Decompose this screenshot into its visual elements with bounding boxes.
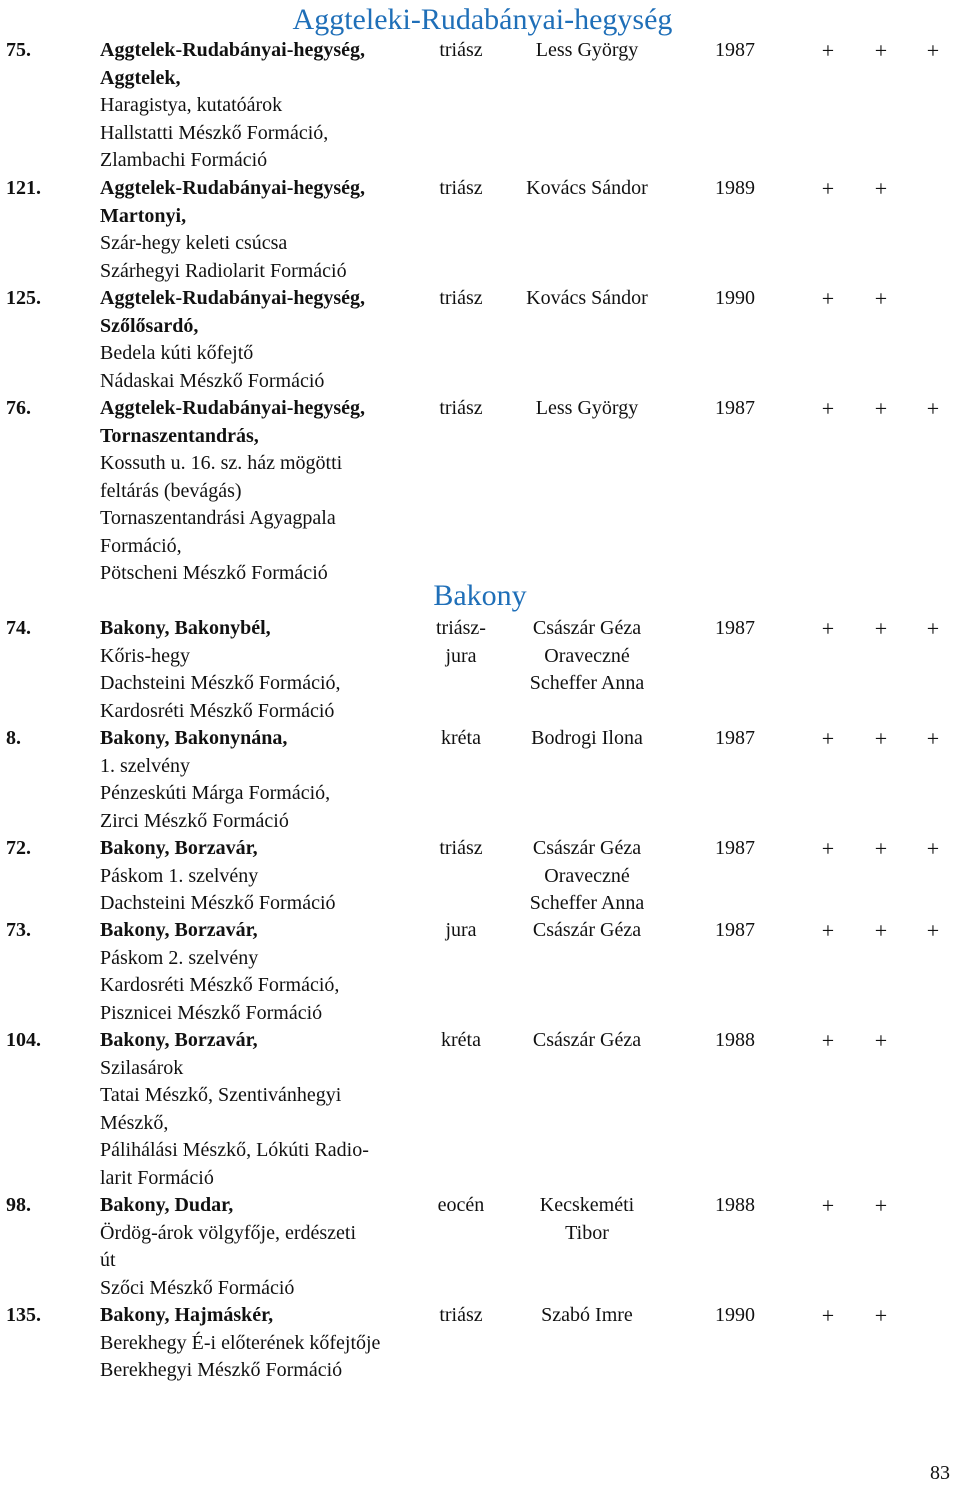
year: 1987 [715,919,755,941]
locality-line: 1. szelvény [100,754,190,777]
rating-mark: + [821,396,835,421]
author [497,395,677,423]
rating-mark: + [821,1028,835,1053]
entry-number: 125. [6,287,41,309]
age-line: triász [439,1304,483,1326]
locality-line: larit Formáció [100,1166,214,1189]
entry-number: 73. [6,919,31,941]
locality-line: Páskom 1. szelvény [100,864,259,887]
entry-number: 121. [6,177,41,199]
author [497,175,677,203]
age-line: triász- [436,617,486,639]
author-line: Császár Géza [532,1029,642,1051]
locality-line: Bakony, Dudar, [100,1194,234,1216]
locality-line: Nádaskai Mészkő Formáció [100,369,325,392]
author-line: Less György [535,397,639,419]
locality-line: Szőlősardó, [100,314,199,337]
locality-line: Zirci Mészkő Formáció [100,809,289,832]
rating-mark: + [821,176,835,201]
year: 1989 [715,177,755,199]
rating-mark: + [874,396,888,421]
entry-number: 76. [6,397,31,419]
locality-line: út [100,1249,116,1271]
age-line: triász [439,397,483,419]
rating-mark: + [926,726,940,751]
author [497,917,677,945]
author [497,285,677,313]
rating-mark: + [926,836,940,861]
author [497,37,677,65]
rating-mark: + [874,726,888,751]
locality-line: Haragistya, kutatóárok [100,94,283,116]
locality-line: Aggtelek, [100,66,181,89]
year: 1987 [715,617,755,639]
author-line: Scheffer Anna [529,892,645,914]
age-line: eocén [437,1194,485,1216]
year: 1987 [715,39,755,61]
year: 1987 [715,727,755,749]
entry-number: 72. [6,837,31,859]
locality-line: Szárhegyi Radiolarit Formáció [100,259,347,282]
age-line: jura [445,919,477,941]
locality-line: Kardosréti Mészkő Formáció [100,699,335,722]
section-title: Bakony [433,579,527,612]
rating-mark: + [874,176,888,201]
locality-description [100,917,420,1027]
rating-mark: + [874,616,888,641]
year: 1988 [715,1029,755,1051]
locality-line: Aggtelek-Rudabányai-hegység, [100,39,366,61]
locality-description [100,725,420,835]
author-line: Less György [535,39,639,61]
author [497,1192,677,1247]
locality-line: Bakony, Hajmáskér, [100,1304,274,1326]
locality-line: Pálihálási Mészkő, Lókúti Radio- [100,1139,369,1161]
locality-line: Ördög-árok völgyfője, erdészeti [100,1221,357,1244]
author-line: Kecskeméti [539,1194,635,1216]
year: 1990 [715,1304,755,1326]
year: 1988 [715,1194,755,1216]
locality-line: Aggtelek-Rudabányai-hegység, [100,397,366,419]
author-line: Bodrogi Ilona [531,727,643,749]
rating-mark: + [821,726,835,751]
locality-line: Dachsteini Mészkő Formáció, [100,672,341,694]
author [497,835,677,918]
entry-number: 8. [6,727,21,749]
rating-mark: + [821,1193,835,1218]
author [497,615,677,698]
locality-line: feltárás (bevágás) [100,479,242,502]
locality-line: Formáció, [100,534,182,557]
rating-mark: + [926,616,940,641]
locality-line: Szilasárok [100,1056,184,1079]
author-line: Kovács Sándor [526,177,648,199]
rating-mark: + [821,38,835,63]
locality-line: Szőci Mészkő Formáció [100,1276,295,1299]
locality-line: Bedela kúti kőfejtő [100,342,254,364]
rating-mark: + [821,918,835,943]
rating-mark: + [926,38,940,63]
author-line: Császár Géza [532,837,642,859]
locality-line: Mészkő, [100,1111,169,1134]
locality-description [100,615,420,725]
rating-mark: + [821,286,835,311]
author [497,1027,677,1055]
locality-description [100,37,420,175]
rating-mark: + [874,286,888,311]
locality-line: Kossuth u. 16. sz. ház mögötti [100,452,343,474]
page-number: 83 [930,1462,950,1484]
rating-mark: + [874,38,888,63]
locality-description [100,1192,420,1302]
locality-line: Tornaszentandrás, [100,424,259,447]
locality-line: Bakony, Bakonybél, [100,617,271,639]
age-line: kréta [441,727,481,749]
year: 1990 [715,287,755,309]
author-line: Oraveczné [544,644,630,667]
age-line: triász [439,177,483,199]
locality-description [100,285,420,395]
locality-line: Tornaszentandrási Agyagpala [100,507,336,529]
entry-number: 104. [6,1029,41,1051]
locality-line: Szár-hegy keleti csúcsa [100,232,288,254]
rating-mark: + [874,1303,888,1328]
locality-line: Bakony, Borzavár, [100,837,258,859]
locality-line: Tatai Mészkő, Szentivánhegyi [100,1084,342,1106]
locality-line: Kardosréti Mészkő Formáció, [100,974,340,996]
age-line: triász [439,837,483,859]
locality-line: Pötscheni Mészkő Formáció [100,562,328,584]
age-line: kréta [441,1029,481,1051]
locality-line: Páskom 2. szelvény [100,946,259,969]
locality-description [100,1027,420,1192]
entry-number: 75. [6,39,31,61]
age-line: triász [439,287,483,309]
locality-description [100,395,420,588]
locality-line: Berekhegyi Mészkő Formáció [100,1359,343,1381]
entry-number: 98. [6,1194,31,1216]
locality-description [100,175,420,285]
locality-line: Kőris-hegy [100,644,190,667]
locality-description [100,1302,420,1385]
author-line: Scheffer Anna [529,672,645,694]
rating-mark: + [821,616,835,641]
author-line: Császár Géza [532,617,642,639]
author-line: Császár Géza [532,919,642,941]
author [497,725,677,753]
locality-line: Bakony, Borzavár, [100,1029,258,1051]
age-line: jura [445,644,477,667]
rating-mark: + [874,1193,888,1218]
entry-number: 74. [6,617,31,639]
locality-line: Dachsteini Mészkő Formáció [100,892,336,914]
entry-number: 135. [6,1304,41,1326]
author-line: Tibor [565,1221,609,1244]
locality-line: Hallstatti Mészkő Formáció, [100,121,329,144]
locality-line: Aggtelek-Rudabányai-hegység, [100,177,366,199]
author-line: Kovács Sándor [526,287,648,309]
author-line: Oraveczné [544,864,630,887]
locality-line: Aggtelek-Rudabányai-hegység, [100,287,366,309]
rating-mark: + [874,1028,888,1053]
author-line: Szabó Imre [541,1304,633,1326]
rating-mark: + [874,836,888,861]
section-title: Aggteleki-Rudabányai-hegység [292,3,673,36]
author [497,1302,677,1330]
rating-mark: + [874,918,888,943]
rating-mark: + [926,396,940,421]
locality-line: Berekhegy É-i előterének kőfejtője [100,1331,381,1354]
locality-line: Zlambachi Formáció [100,149,268,171]
locality-line: Pisznicei Mészkő Formáció [100,1001,323,1024]
age-line: triász [439,39,483,61]
locality-line: Bakony, Bakonynána, [100,727,288,749]
year: 1987 [715,837,755,859]
locality-line: Martonyi, [100,204,187,227]
locality-line: Bakony, Borzavár, [100,919,258,941]
year: 1987 [715,397,755,419]
rating-mark: + [821,836,835,861]
rating-mark: + [926,918,940,943]
rating-mark: + [821,1303,835,1328]
locality-line: Pénzeskúti Márga Formáció, [100,782,331,804]
locality-description [100,835,420,918]
